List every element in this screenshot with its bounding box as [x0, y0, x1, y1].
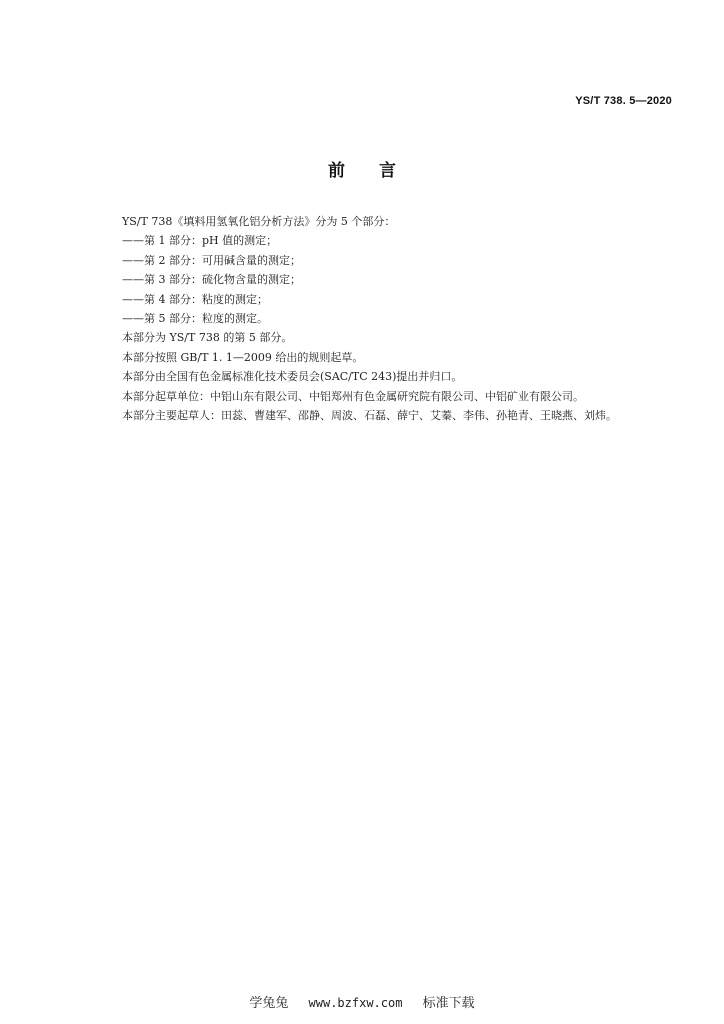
- proposer-statement: 本部分由全国有色金属标准化技术委员会(SAC/TC 243)提出并归口。: [122, 370, 463, 384]
- part-5-line: ——第 5 部分：粒度的测定。: [122, 312, 268, 326]
- foreword-body: [122, 212, 682, 425]
- footer-site-name: 学兔兔: [249, 996, 289, 1011]
- page-title: 前言: [328, 161, 430, 181]
- footer-url[interactable]: www.bzfxw.com: [308, 996, 403, 1010]
- drafting-rules-statement: 本部分按照 GB/T 1. 1—2009 给出的规则起草。: [122, 350, 364, 364]
- footer-tagline: 标准下载: [422, 996, 475, 1011]
- part-4-line: ——第 4 部分：粘度的测定；: [122, 292, 268, 306]
- standard-code: YS/T 738. 5—2020: [575, 95, 672, 107]
- drafting-units-statement: 本部分起草单位：中铝山东有限公司、中铝郑州有色金属研究院有限公司、中铝矿业有限公司。: [122, 389, 584, 403]
- intro-line: YS/T 738《填料用氢氧化铝分析方法》分为 5 个部分：: [122, 215, 396, 228]
- drafters-statement: 本部分主要起草人：田蕊、曹建军、邵静、周波、石磊、薛宁、艾蓁、李伟、孙艳青、王晓燕、刘炜。: [122, 409, 617, 423]
- this-part-statement: 本部分为 YS/T 738 的第 5 部分。: [122, 331, 293, 345]
- part-3-line: ——第 3 部分：硫化物含量的测定；: [122, 273, 301, 287]
- footer-watermark: [0, 992, 724, 1011]
- part-1-line: ——第 1 部分：pH 值的测定；: [122, 234, 278, 248]
- part-2-line: ——第 2 部分：可用碱含量的测定；: [122, 253, 301, 267]
